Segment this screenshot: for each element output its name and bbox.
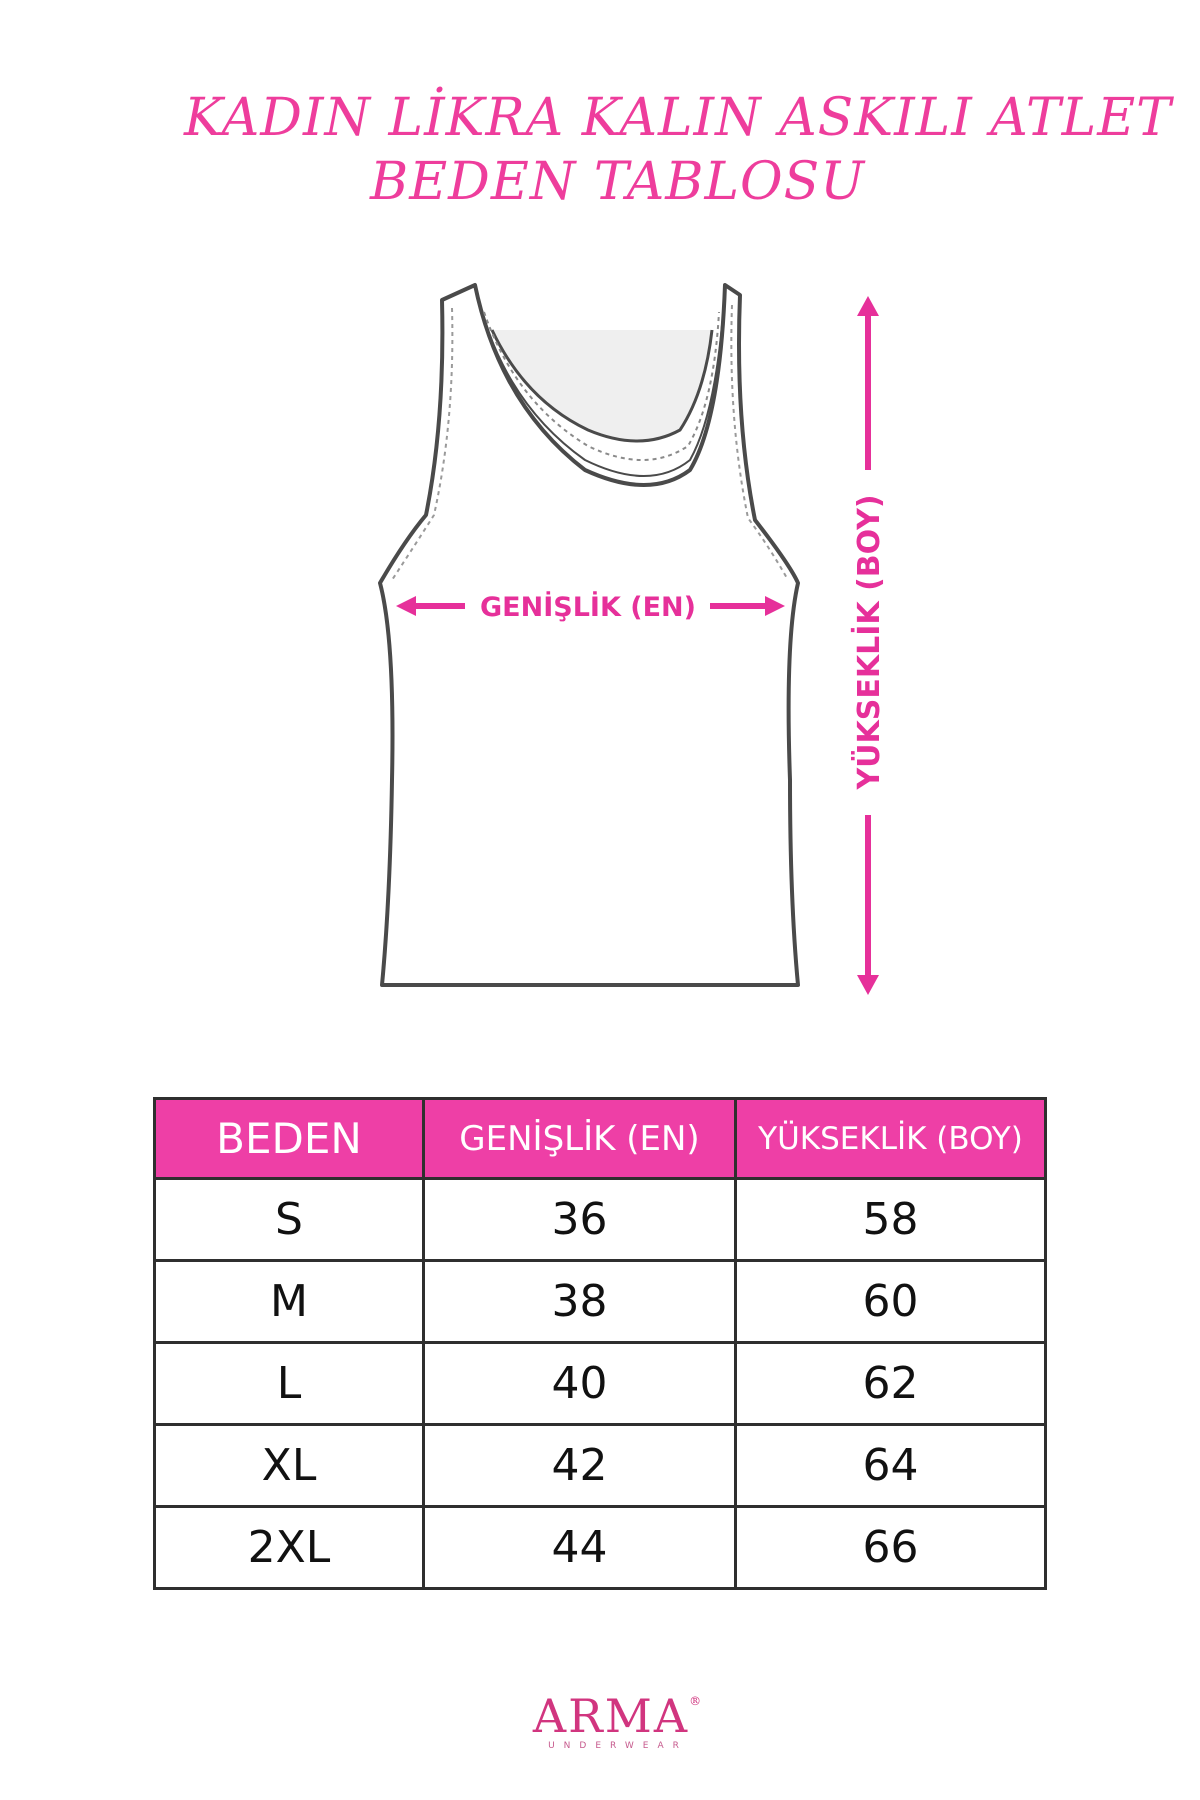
- table-header-row: [155, 1099, 1046, 1179]
- cell-size: S: [155, 1179, 424, 1261]
- cell-height: 66: [736, 1507, 1046, 1589]
- table-row: [155, 1507, 1046, 1589]
- brand-name-wrap: [528, 1689, 708, 1743]
- cell-height: 58: [736, 1179, 1046, 1261]
- cell-width: 44: [424, 1507, 736, 1589]
- table-row: [155, 1425, 1046, 1507]
- brand-name: ARMA: [532, 1689, 690, 1743]
- size-chart-table: [153, 1097, 1047, 1590]
- registered-mark: ®: [689, 1694, 704, 1708]
- cell-width: 38: [424, 1261, 736, 1343]
- width-label: GENİŞLİK (EN): [480, 592, 696, 623]
- page-title: KADIN LİKRA KALIN ASKILI ATLET: [184, 88, 1172, 148]
- height-label: YÜKSEKLİK (BOY): [852, 494, 887, 790]
- header-height: YÜKSEKLİK (BOY): [736, 1099, 1046, 1179]
- cell-width: 42: [424, 1425, 736, 1507]
- cell-height: 64: [736, 1425, 1046, 1507]
- cell-size: L: [155, 1343, 424, 1425]
- cell-width: 40: [424, 1343, 736, 1425]
- cell-height: 62: [736, 1343, 1046, 1425]
- header-width: GENİŞLİK (EN): [424, 1099, 736, 1179]
- table-row: [155, 1179, 1046, 1261]
- cell-width: 36: [424, 1179, 736, 1261]
- brand-tagline: UNDERWEAR: [548, 1741, 688, 1751]
- header-size: BEDEN: [155, 1099, 424, 1179]
- cell-height: 60: [736, 1261, 1046, 1343]
- cell-size: M: [155, 1261, 424, 1343]
- page-subtitle: BEDEN TABLOSU: [370, 152, 866, 212]
- cell-size: 2XL: [155, 1507, 424, 1589]
- cell-size: XL: [155, 1425, 424, 1507]
- table-row: [155, 1343, 1046, 1425]
- table-row: [155, 1261, 1046, 1343]
- brand-logo: [528, 1689, 708, 1763]
